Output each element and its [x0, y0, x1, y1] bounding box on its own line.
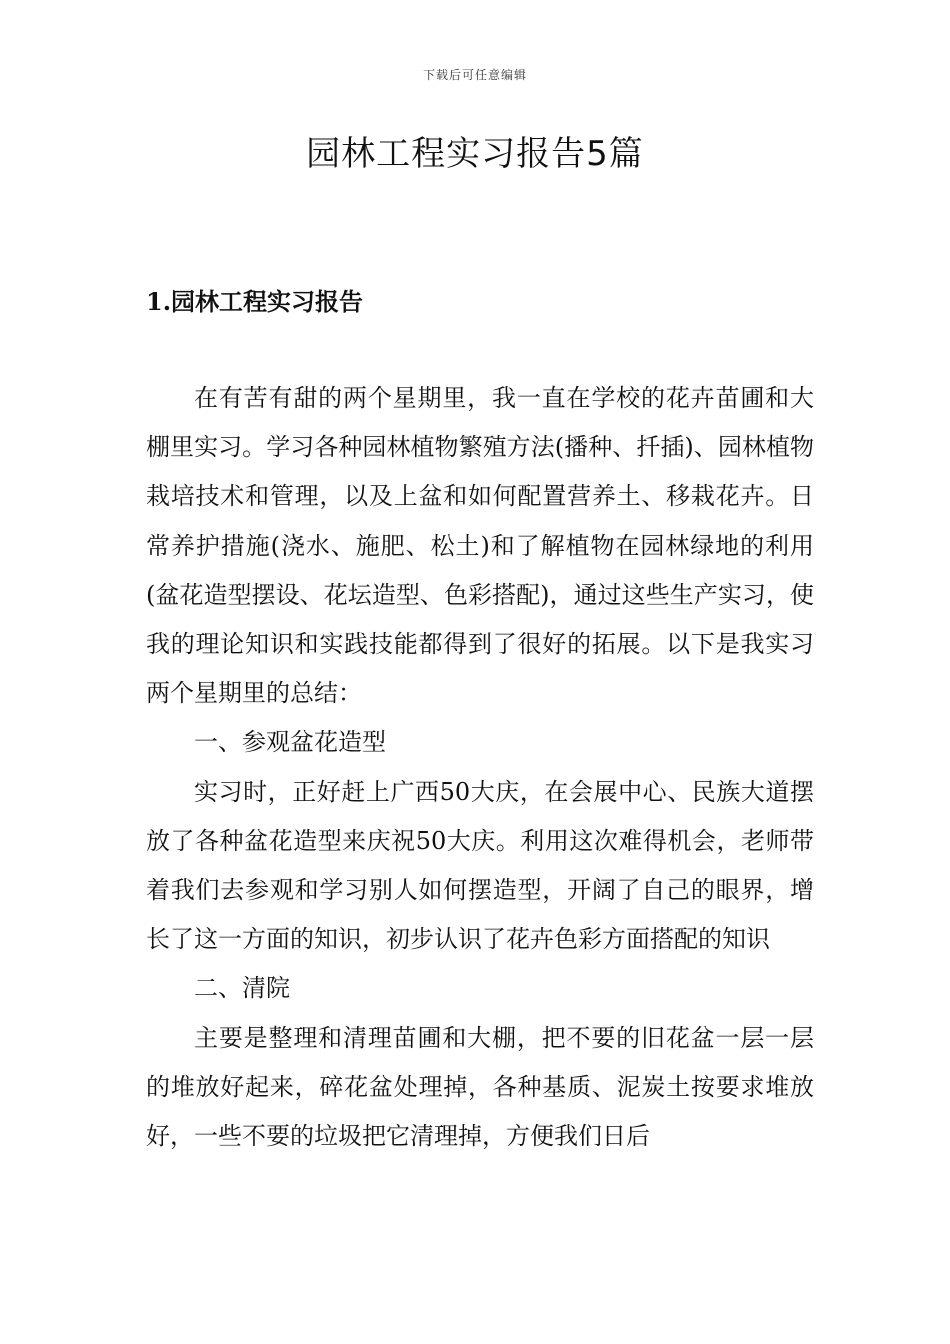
intro-paragraph: 在有苦有甜的两个星期里，我一直在学校的花卉苗圃和大棚里实习。学习各种园林植物繁殖方法(播种、扦插)、园林植物栽培技术和管理，以及上盆和如何配置营养土、移栽花卉。日常养护措施(浇水、施肥、松土)和了解植物在园林绿地的利用(盆花造型摆设、花坛造型、色彩搭配)，通过这些生产实习，使我的理论知识和实践技能都得到了很好的拓展。以下是我实习两个星期里的总结： — [146, 384, 814, 708]
part-two-heading: 二、清院 — [194, 974, 290, 1003]
part-one-heading: 一、参观盆花造型 — [194, 728, 386, 757]
document-body — [146, 374, 814, 1161]
section-heading: 1.园林工程实习报告 — [146, 287, 364, 316]
document-title: 园林工程实习报告5篇 — [306, 134, 644, 174]
part-one-paragraph: 实习时，正好赶上广西50大庆，在会展中心、民族大道摆放了各种盆花造型来庆祝50大庆。利用这次难得机会，老师带着我们去参观和学习别人如何摆造型，开阔了自己的眼界，增长了这一方面的知识，初步认识了花卉色彩方面搭配的知识 — [146, 777, 814, 954]
part-two-paragraph: 主要是整理和清理苗圃和大棚，把不要的旧花盆一层一层的堆放好起来，碎花盆处理掉，各种基质、泥炭土按要求堆放好，一些不要的垃圾把它清理掉，方便我们日后 — [146, 1023, 814, 1151]
header-note: 下载后可任意编辑 — [422, 68, 527, 82]
